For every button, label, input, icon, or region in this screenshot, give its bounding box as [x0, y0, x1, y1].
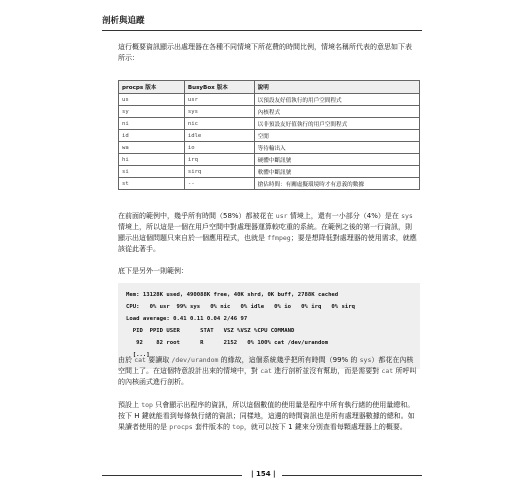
intro-paragraph [118, 42, 418, 64]
text-run: 要讀取 [145, 356, 172, 364]
table-cell: idle [184, 130, 254, 142]
terminal-line: Load average: 0.41 0.11 0.04 2/46 97 [126, 316, 248, 322]
table-cell: 內核程式 [254, 106, 419, 118]
table-cell: id [119, 130, 185, 142]
table-cell: 硬體中斷訊號 [254, 154, 419, 166]
inline-code: top [232, 423, 244, 431]
table-header-cell: 說明 [254, 81, 419, 94]
text-run: ；要是想降低對處理器的使用需求，就應該從此著手。 [118, 234, 417, 253]
table-cell: sirq [184, 166, 254, 178]
cpu-states-table [118, 80, 420, 190]
table-cell: sy [119, 106, 185, 118]
explanation-paragraph [118, 355, 418, 388]
table-cell: 以預設友好值執行的用戶空間程式 [254, 94, 419, 106]
inline-code: usr [275, 212, 288, 220]
table-cell: us [119, 94, 185, 106]
table-row [119, 106, 420, 118]
table-cell: wa [119, 142, 185, 154]
text-run: 由於 [118, 356, 135, 364]
inline-code: sys [359, 356, 372, 364]
text-run: 套件版本的 [192, 423, 233, 431]
table-cell: sys [184, 106, 254, 118]
text-run: 底下是另外一則範例： [118, 267, 188, 275]
text-run: 所呼叫的內核函式進行剖析。 [118, 367, 417, 386]
header-rule [102, 30, 422, 31]
text-run: 的緣故，這個系統幾乎把所有時間（99% 的 [218, 356, 360, 364]
running-header: 剖析與追蹤 [102, 16, 145, 26]
example-intro-paragraph [118, 266, 418, 277]
table-cell: 搶佔時間：有關虛擬環境時才有意義的數據 [254, 178, 419, 190]
inline-code: cat [134, 356, 146, 364]
page-number: | 154 | [248, 470, 279, 478]
text-run: 情境上，還有一小部分（4%）是在 [287, 212, 402, 220]
table-row [119, 94, 420, 106]
table-row [119, 178, 420, 190]
table-cell: -- [184, 178, 254, 190]
table-cell: st [119, 178, 185, 190]
table-cell: usr [184, 94, 254, 106]
inline-code: sys [401, 212, 413, 220]
table-cell: ni [119, 118, 185, 130]
inline-code: cat [381, 367, 394, 375]
terminal-line: Mem: 13128K used, 490088K free, 40K shrd, 0K buff, 2788K cached [126, 292, 339, 298]
terminal-line: CPU: 0% usr 99% sys 0% nic 0% idle 0% io 0% irq 0% sirq [126, 304, 356, 310]
text-run: ，就可以按下 1 鍵來分別查看每顆處理器上的概要。 [243, 423, 407, 431]
table-header-cell: BusyBox 版本 [184, 81, 254, 94]
text-run: 預設上 [118, 401, 142, 409]
footer-rule-right [282, 475, 422, 476]
table-cell: 空閒 [254, 130, 419, 142]
terminal-line: [...] [126, 352, 150, 358]
table-row [119, 154, 420, 166]
table-header-row [119, 81, 420, 94]
inline-code: top [141, 401, 153, 409]
table-cell: 以非預設友好值執行的用戶空間程式 [254, 118, 419, 130]
text-run: 情境上，所以這是一個在用戶空間中對處理器運算較吃重的系統。在範例之後的第一行資訊，則顯示出這個問題只來自於一個應用程式，也就是 [118, 223, 412, 242]
inline-code: /dev/urandom [171, 356, 219, 364]
table-cell: nic [184, 118, 254, 130]
table-header-cell: procps 版本 [119, 81, 185, 94]
terminal-line: PID PPID USER STAT VSZ %VSZ %CPU COMMAND [126, 328, 295, 334]
threads-paragraph [118, 400, 418, 433]
table-cell: irq [184, 154, 254, 166]
inline-code: ffmpeg [267, 234, 291, 242]
text-run: 進行剖析並沒有幫助，而是需要對 [271, 367, 382, 375]
terminal-line: 92 82 root R 2152 0% 100% cat /dev/urandom [126, 340, 329, 346]
table-row [119, 118, 420, 130]
table-cell: 軟體中斷訊號 [254, 166, 419, 178]
table-cell: 等待輸出入 [254, 142, 419, 154]
table-row [119, 130, 420, 142]
inline-code: cat [260, 367, 272, 375]
table-row [119, 142, 420, 154]
table-row [119, 166, 420, 178]
table-cell: si [119, 166, 185, 178]
table-cell: hi [119, 154, 185, 166]
analysis-paragraph [118, 211, 418, 255]
text-run: 在前面的範例中，幾乎所有時間（58%）都被花在 [118, 212, 276, 220]
footer-rule-left [102, 475, 242, 476]
table-cell: io [184, 142, 254, 154]
inline-code: procps [169, 423, 193, 431]
text-run: 這行概要資訊顯示出處理器在各種不同情境下所花費的時間比例，情境名稱所代表的意思如下表所示： [118, 43, 412, 62]
text-run: 只會顯示出程序的資訊，所以這個數值的使用量是程序中所有執行緒的使用量總和。按下 H 鍵就能看到每條執行緒的資訊；同樣地，這邊的時間資訊也是所有處理器數據的總和。如果讀者使用的是 [118, 401, 415, 431]
text-run: ）都花在內核空間上了。在這個特意設計出來的情境中，對 [118, 356, 414, 375]
